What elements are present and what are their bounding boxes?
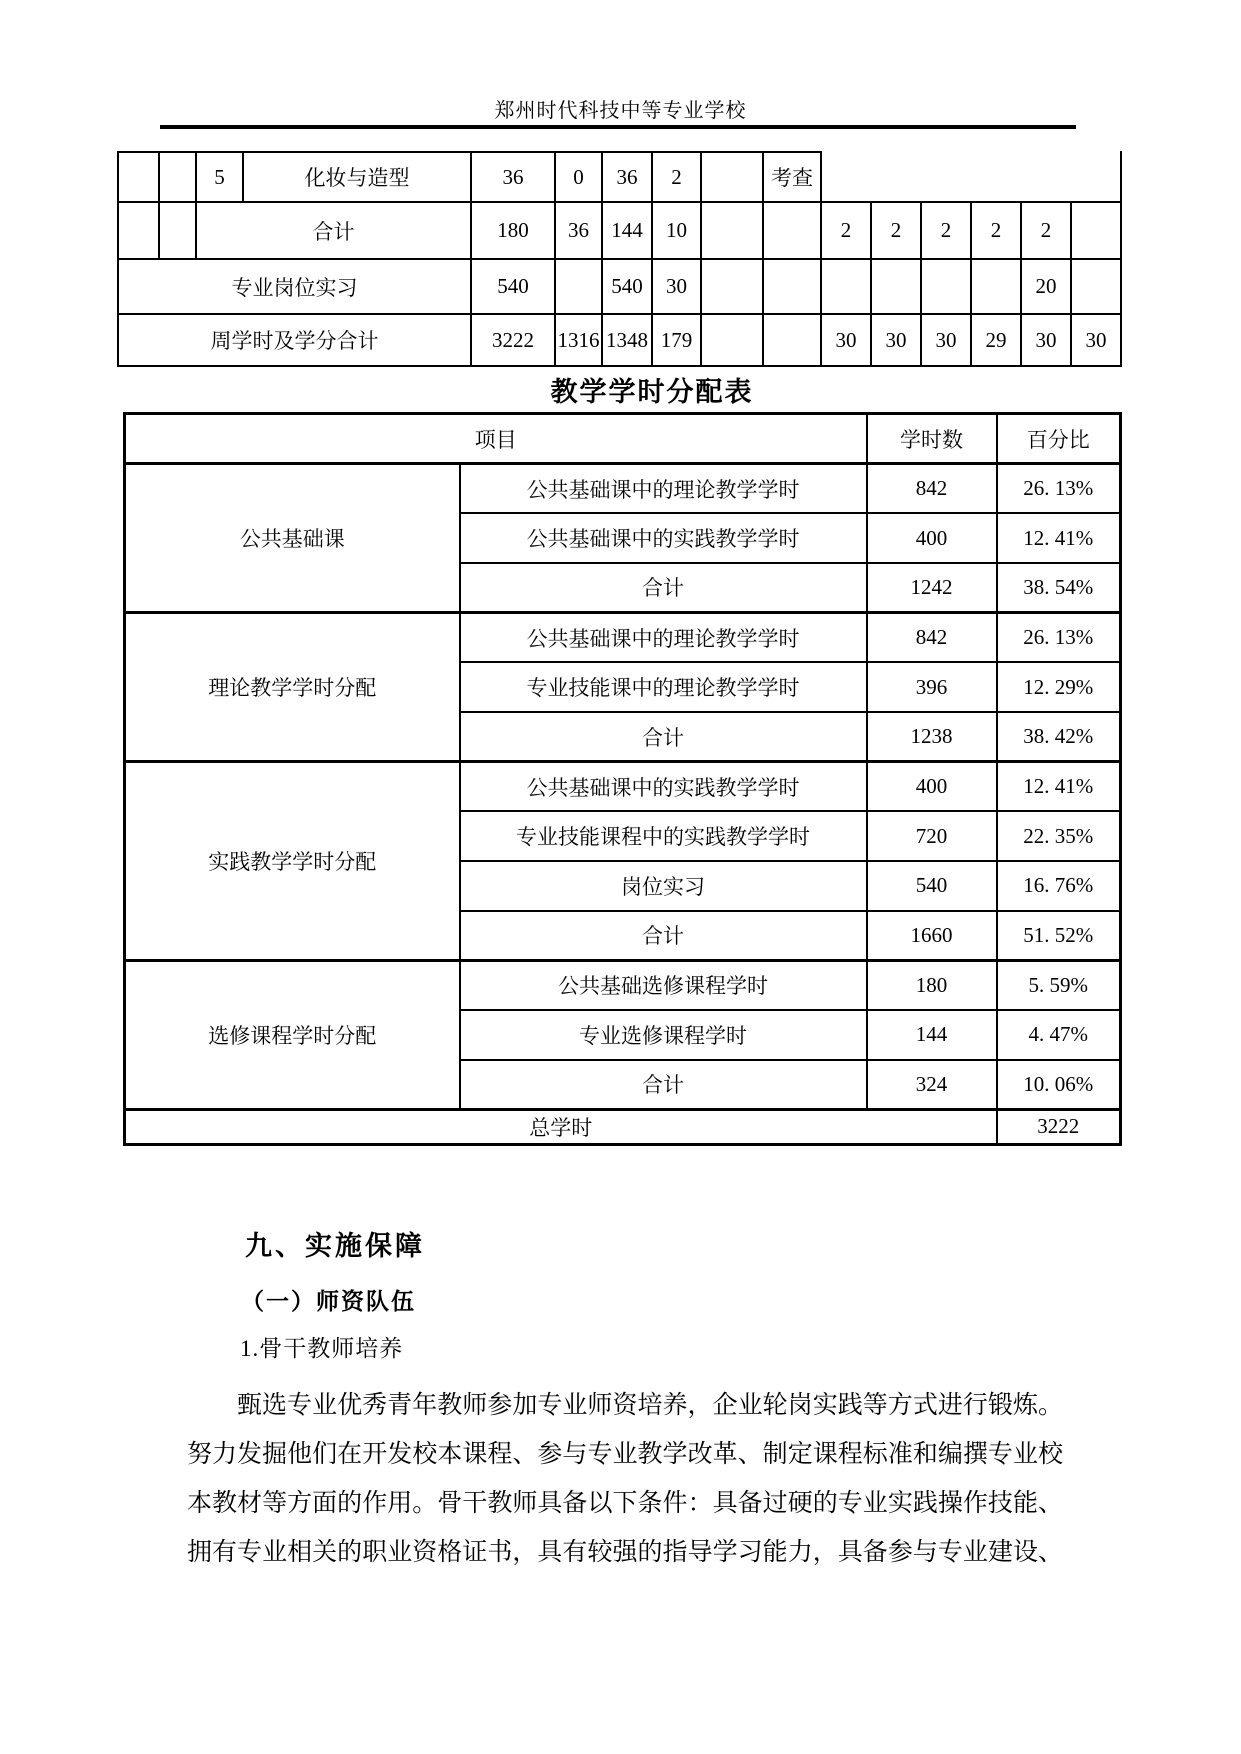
top-table-cell: 考查 xyxy=(762,151,822,203)
item-cell: 合计 xyxy=(460,911,867,961)
top-table-cell: 36 xyxy=(470,151,556,203)
group-label-cell: 实践教学学时分配 xyxy=(125,762,460,961)
item-cell: 合计 xyxy=(460,563,867,613)
top-table-cell: 2 xyxy=(920,201,972,260)
top-table-cell: 180 xyxy=(470,201,556,260)
allocation-header-row xyxy=(125,414,1121,464)
item-cell: 专业技能课程中的实践教学学时 xyxy=(460,811,867,861)
allocation-data-row xyxy=(125,762,1121,812)
top-table-cell xyxy=(700,313,764,367)
top-table-cell xyxy=(117,201,160,260)
section-item-title: 1.骨干教师培养 xyxy=(240,1336,404,1361)
percent-cell: 38. 54% xyxy=(997,563,1121,613)
top-table-cell xyxy=(700,151,764,203)
top-table-cell: 2 xyxy=(651,151,702,203)
top-table-cell: 30 xyxy=(870,313,922,367)
item-cell: 公共基础课中的理论教学学时 xyxy=(460,613,867,663)
top-table-cell: 20 xyxy=(1020,258,1072,315)
hours-cell: 1242 xyxy=(867,563,997,613)
top-table-cell: 5 xyxy=(195,151,244,203)
item-cell: 公共基础课中的实践教学学时 xyxy=(460,513,867,563)
allocation-table xyxy=(123,412,1122,1146)
top-table-cell: 2 xyxy=(820,201,872,260)
top-table-cell: 144 xyxy=(601,201,653,260)
item-cell: 专业技能课中的理论教学学时 xyxy=(460,662,867,712)
hours-cell: 180 xyxy=(867,960,997,1010)
top-table-cell xyxy=(158,201,197,260)
paragraph-line: 努力发掘他们在开发校本课程、参与专业教学改革、制定课程标准和编撰专业校 xyxy=(187,1441,1063,1468)
item-cell: 合计 xyxy=(460,712,867,762)
percent-cell: 5. 59% xyxy=(997,960,1121,1010)
item-cell: 专业选修课程学时 xyxy=(460,1010,867,1060)
hours-cell: 400 xyxy=(867,762,997,812)
item-cell: 公共基础选修课程学时 xyxy=(460,960,867,1010)
hours-cell: 1238 xyxy=(867,712,997,762)
top-table-cell: 专业岗位实习 xyxy=(117,258,472,315)
top-table-cell xyxy=(762,313,822,367)
top-table-cell: 周学时及学分合计 xyxy=(117,313,472,367)
top-table-cell: 540 xyxy=(601,258,653,315)
top-table-cell: 30 xyxy=(1070,313,1122,367)
top-table-cell: 30 xyxy=(820,313,872,367)
hours-cell: 540 xyxy=(867,861,997,911)
allocation-data-row xyxy=(125,613,1121,663)
top-table-cell: 30 xyxy=(1020,313,1072,367)
hours-cell: 396 xyxy=(867,662,997,712)
top-table-cell: 0 xyxy=(554,151,603,203)
hours-cell: 720 xyxy=(867,811,997,861)
percent-cell: 12. 41% xyxy=(997,513,1121,563)
top-table-cell: 1348 xyxy=(601,313,653,367)
top-table-cell xyxy=(554,258,603,315)
top-table-cell xyxy=(870,258,922,315)
teaching-hours-allocation-table xyxy=(123,412,1122,1146)
top-table-cell: 36 xyxy=(554,201,603,260)
percent-cell: 10. 06% xyxy=(997,1060,1121,1110)
group-label-cell: 选修课程学时分配 xyxy=(125,960,460,1109)
section-heading: 九、实施保障 xyxy=(245,1231,425,1262)
percent-cell: 26. 13% xyxy=(997,464,1121,514)
item-cell: 公共基础课中的理论教学学时 xyxy=(460,464,867,514)
top-table-cell: 3222 xyxy=(470,313,556,367)
top-table-cell xyxy=(762,201,822,260)
top-table-cell: 化妆与造型 xyxy=(242,151,472,203)
item-cell: 岗位实习 xyxy=(460,861,867,911)
top-table-cell: 10 xyxy=(651,201,702,260)
top-table-cell: 36 xyxy=(601,151,653,203)
allocation-data-row xyxy=(125,464,1121,514)
total-value-cell: 3222 xyxy=(997,1109,1121,1144)
percent-cell: 16. 76% xyxy=(997,861,1121,911)
body-paragraph xyxy=(187,1381,1063,1577)
header-hours: 学时数 xyxy=(867,414,997,464)
item-cell: 公共基础课中的实践教学学时 xyxy=(460,762,867,812)
percent-cell: 4. 47% xyxy=(997,1010,1121,1060)
top-table-cell: 2 xyxy=(970,201,1022,260)
percent-cell: 26. 13% xyxy=(997,613,1121,663)
top-table-cell xyxy=(700,201,764,260)
header-rule xyxy=(160,125,1076,129)
hours-cell: 842 xyxy=(867,464,997,514)
allocation-table-title: 教学学时分配表 xyxy=(550,377,754,408)
header-percent: 百分比 xyxy=(997,414,1121,464)
top-table-cell xyxy=(1070,258,1122,315)
hours-cell: 400 xyxy=(867,513,997,563)
total-label-cell: 总学时 xyxy=(125,1109,997,1144)
top-table-cell: 540 xyxy=(470,258,556,315)
group-label-cell: 公共基础课 xyxy=(125,464,460,613)
top-table-cell: 179 xyxy=(651,313,702,367)
top-table-cell: 29 xyxy=(970,313,1022,367)
hours-cell: 324 xyxy=(867,1060,997,1110)
percent-cell: 38. 42% xyxy=(997,712,1121,762)
top-table-cell xyxy=(700,258,764,315)
hours-cell: 144 xyxy=(867,1010,997,1060)
top-table-cell xyxy=(117,151,160,203)
paragraph-line: 本教材等方面的作用。骨干教师具备以下条件：具备过硬的专业实践操作技能、 xyxy=(187,1490,1063,1517)
top-table-cell xyxy=(820,258,872,315)
allocation-total-row xyxy=(125,1109,1121,1144)
top-table-cell: 2 xyxy=(870,201,922,260)
percent-cell: 51. 52% xyxy=(997,911,1121,961)
top-table-cell: 30 xyxy=(920,313,972,367)
top-table-cell xyxy=(1070,201,1122,260)
hours-cell: 1660 xyxy=(867,911,997,961)
course-hours-continued-table xyxy=(117,151,1125,367)
top-table-cell: 2 xyxy=(1020,201,1072,260)
percent-cell: 12. 29% xyxy=(997,662,1121,712)
top-table-cell: 合计 xyxy=(195,201,472,260)
item-cell: 合计 xyxy=(460,1060,867,1110)
top-table-cell xyxy=(920,258,972,315)
section-subheading: （一）师资队伍 xyxy=(241,1289,416,1315)
top-table-cell xyxy=(970,258,1022,315)
group-label-cell: 理论教学学时分配 xyxy=(125,613,460,762)
percent-cell: 12. 41% xyxy=(997,762,1121,812)
allocation-data-row xyxy=(125,960,1121,1010)
top-table-cell: 30 xyxy=(651,258,702,315)
top-table-cell xyxy=(158,151,197,203)
top-table-cell xyxy=(762,258,822,315)
page-header-school-name: 郑州时代科技中等专业学校 xyxy=(494,100,747,122)
top-table-right-border xyxy=(1120,151,1122,203)
header-item: 项目 xyxy=(125,414,867,464)
paragraph-line: 拥有专业相关的职业资格证书，具有较强的指导学习能力，具备参与专业建设、 xyxy=(187,1539,1063,1566)
top-table-cell: 1316 xyxy=(554,313,603,367)
percent-cell: 22. 35% xyxy=(997,811,1121,861)
hours-cell: 842 xyxy=(867,613,997,663)
paragraph-line: 甄选专业优秀青年教师参加专业师资培养，企业轮岗实践等方式进行锻炼。 xyxy=(237,1392,1063,1419)
